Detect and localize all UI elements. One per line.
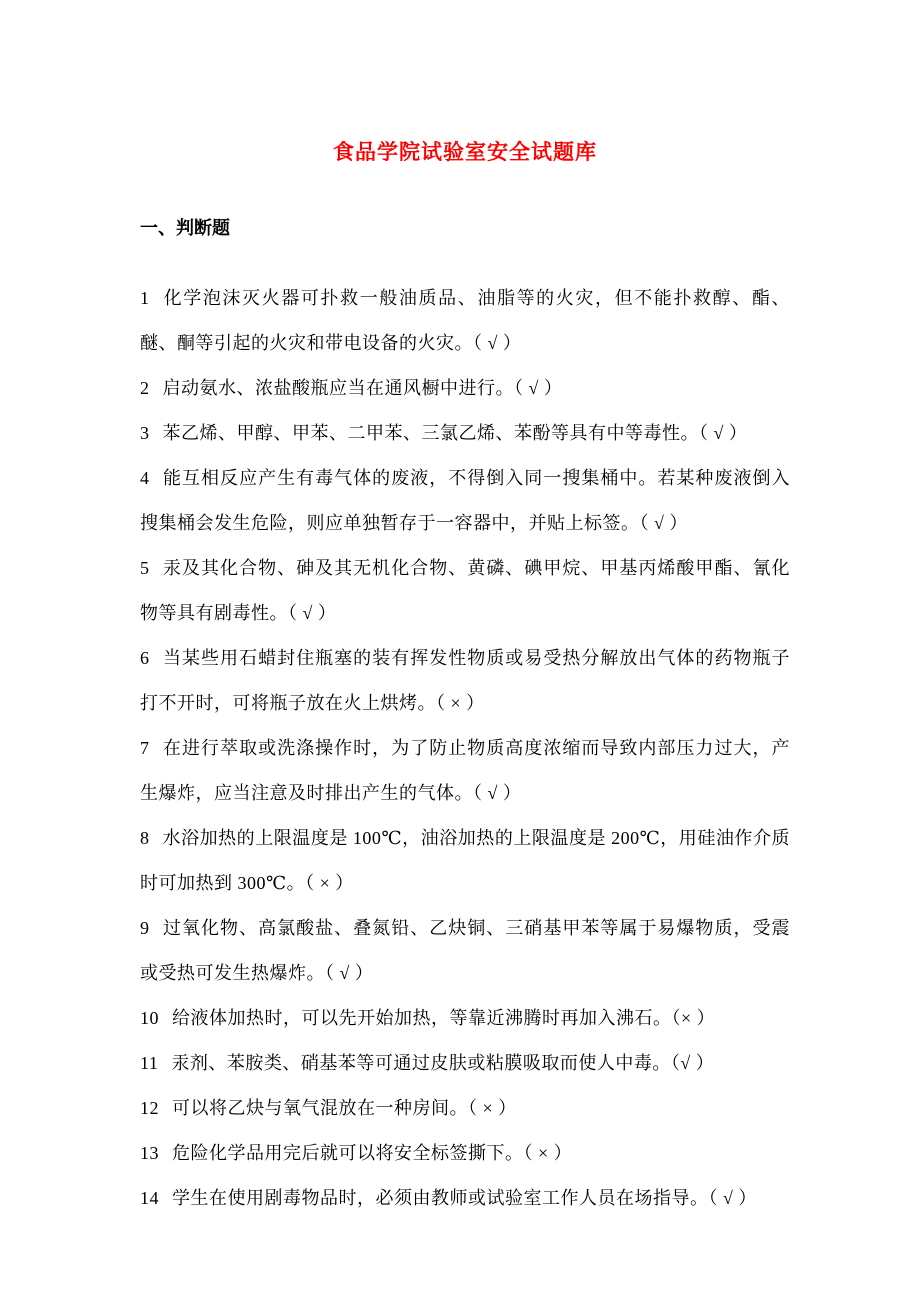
question-item: [140, 726, 790, 816]
question-item: [140, 906, 790, 996]
question-text: 水浴加热的上限温度是 100℃，油浴加热的上限温度是 200℃，用硅油作介质时可加热到 300℃。（ × ）: [140, 828, 790, 893]
question-item: [140, 276, 790, 366]
question-text: 当某些用石蜡封住瓶塞的装有挥发性物质或易受热分解放出气体的药物瓶子打不开时，可将瓶子放在火上烘烤。（ × ）: [140, 648, 790, 713]
question-number: 3: [140, 423, 150, 443]
question-item: [140, 636, 790, 726]
question-text: 能互相反应产生有毒气体的废液，不得倒入同一搜集桶中。若某种废液倒入搜集桶会发生危险，则应单独暂存于一容器中，并贴上标签。（ √ ）: [140, 468, 790, 533]
question-number: 9: [140, 918, 150, 938]
question-number: 11: [140, 1053, 159, 1073]
question-text: 苯乙烯、甲醇、甲苯、二甲苯、三氯乙烯、苯酚等具有中等毒性。（ √ ）: [162, 423, 748, 443]
question-number: 14: [140, 1188, 159, 1208]
question-number: 1: [140, 288, 150, 308]
question-number: 7: [140, 738, 150, 758]
question-number: 4: [140, 468, 150, 488]
question-item: [140, 411, 790, 456]
question-text: 给液体加热时，可以先开始加热，等靠近沸腾时再加入沸石。（× ）: [172, 1008, 716, 1028]
question-text: 在进行萃取或洗涤操作时，为了防止物质高度浓缩而导致内部压力过大，产生爆炸，应当注意及时排出产生的气体。（ √ ）: [140, 738, 790, 803]
page-title: 食品学院试验室安全试题库: [333, 140, 597, 164]
question-item: [140, 546, 790, 636]
section-heading-judgment-questions: 一、判断题: [140, 218, 230, 238]
question-number: 13: [140, 1143, 159, 1163]
question-item: [140, 1176, 790, 1221]
question-text: 启动氨水、浓盐酸瓶应当在通风橱中进行。（ √ ）: [162, 378, 563, 398]
question-item: [140, 816, 790, 906]
question-text: 化学泡沫灭火器可扑救一般油质品、油脂等的火灾，但不能扑救醇、酯、醚、酮等引起的火灾和带电设备的火灾。（ √ ）: [140, 288, 790, 353]
question-number: 12: [140, 1098, 159, 1118]
question-number: 8: [140, 828, 150, 848]
question-text: 危险化学品用完后就可以将安全标签撕下。（ × ）: [172, 1143, 573, 1163]
question-item: [140, 456, 790, 546]
question-text: 汞及其化合物、砷及其无机化合物、黄磷、碘甲烷、甲基丙烯酸甲酯、氰化物等具有剧毒性。（ √ ）: [140, 558, 790, 623]
question-text: 过氧化物、高氯酸盐、叠氮铅、乙炔铜、三硝基甲苯等属于易爆物质，受震或受热可发生热爆炸。（ √ ）: [140, 918, 790, 983]
question-item: [140, 1131, 790, 1176]
question-text: 可以将乙炔与氧气混放在一种房间。（ × ）: [172, 1098, 517, 1118]
question-item: [140, 1086, 790, 1131]
question-item: [140, 996, 790, 1041]
question-item: [140, 1041, 790, 1086]
question-number: 5: [140, 558, 150, 578]
question-number: 2: [140, 378, 150, 398]
question-text: 学生在使用剧毒物品时，必须由教师或试验室工作人员在场指导。（ √ ）: [172, 1188, 757, 1208]
question-item: [140, 366, 790, 411]
question-number: 10: [140, 1008, 159, 1028]
question-text: 汞剂、苯胺类、硝基苯等可通过皮肤或粘膜吸取而使人中毒。（√ ）: [171, 1053, 715, 1073]
question-list: [140, 276, 790, 1221]
question-number: 6: [140, 648, 150, 668]
